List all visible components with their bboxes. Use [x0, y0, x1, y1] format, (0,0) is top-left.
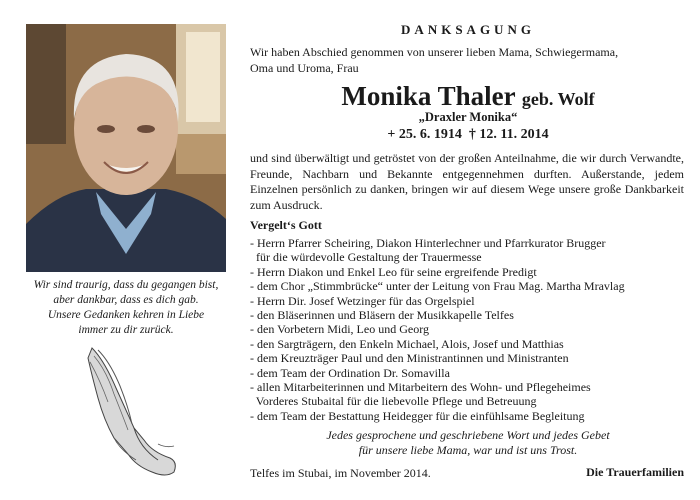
- list-item-text: für die würdevolle Gestaltung der Trauermesse: [250, 250, 482, 265]
- list-item: - Herrn Pfarrer Scheiring, Diakon Hinterlechner und Pfarrkurator Brugger: [250, 236, 606, 250]
- nickname: „Draxler Monika“: [418, 110, 518, 124]
- list-item: - Herrn Diakon und Enkel Leo für seine ergreifende Predigt: [250, 264, 537, 279]
- notice-heading: DANKSAGUNG: [401, 22, 535, 37]
- signature: Die Trauerfamilien: [586, 465, 684, 479]
- list-item: - dem Chor „Stimmbrücke“ unter der Leitung von Frau Mag. Martha Mravlag: [250, 279, 625, 294]
- thanks-subheading: Vergelt‘s Gott: [250, 218, 322, 232]
- list-item: - allen Mitarbeiterinnen und Mitarbeitern des Wohn- und Pflegeheimes: [250, 380, 591, 395]
- life-dates: + 25. 6. 1914 † 12. 11. 2014: [387, 127, 549, 142]
- list-item: - Herrn Dir. Josef Wetzinger für das Orgelspiel: [250, 293, 475, 308]
- poem-line: immer zu dir zurück.: [78, 324, 174, 336]
- poem-line: Unsere Gedanken kehren in Liebe: [47, 309, 205, 321]
- list-item: - den Vorbetern Midi, Leo und Georg: [250, 322, 429, 337]
- closing-text: [250, 428, 686, 457]
- praying-hands-icon: [74, 340, 184, 480]
- list-item-text: Vorderes Stubaital für die liebevolle Pflege und Betreuung: [250, 394, 537, 409]
- list-item: - dem Kreuzträger Paul und den Ministrantinnen und Ministranten: [250, 351, 569, 366]
- list-item: - dem Team der Bestattung Heidegger für die einfühlsame Begleitung: [250, 408, 585, 423]
- memorial-poem: [20, 278, 232, 338]
- closing-line: Jedes gesprochene und geschriebene Wort und jedes Gebet: [326, 428, 610, 442]
- poem-line: Wir sind traurig, dass du gegangen bist,: [33, 279, 219, 291]
- thanks-list: [250, 236, 690, 423]
- list-item: [250, 250, 690, 264]
- deceased-name: Monika Thaler: [341, 81, 516, 111]
- intro-line: Wir haben Abschied genommen von unserer lieben Mama, Schwiegermama,: [250, 45, 619, 59]
- list-item: - den Bläserinnen und Bläsern der Musikkapelle Telfes: [250, 308, 514, 323]
- list-item: [250, 394, 690, 408]
- thanks-paragraph: und sind überwältigt und getröstet von der großen Anteilnahme, die wir durch Verwandte, Freunde, Nachbarn und Bekannte entgegennehmen durften. Außerstande, jedem Einzelnen persönlich zu danken, bringen wir auf diesem Wege unsere große Dankbarkeit zum Ausdruck.: [250, 151, 684, 212]
- portrait-photo: [26, 24, 226, 272]
- closing-line: für unsere liebe Mama, war und ist uns Trost.: [358, 442, 578, 457]
- list-item: - den Sargträgern, den Enkeln Michael, Alois, Josef und Matthias: [250, 336, 564, 351]
- place-date: Telfes im Stubai, im November 2014.: [250, 466, 431, 480]
- intro-text: [250, 44, 686, 76]
- list-item: - dem Team der Ordination Dr. Somavilla: [250, 365, 450, 380]
- intro-line: Oma und Uroma, Frau: [250, 61, 359, 75]
- birth-name: geb. Wolf: [521, 89, 595, 109]
- poem-line: aber dankbar, dass es dich gab.: [53, 294, 199, 306]
